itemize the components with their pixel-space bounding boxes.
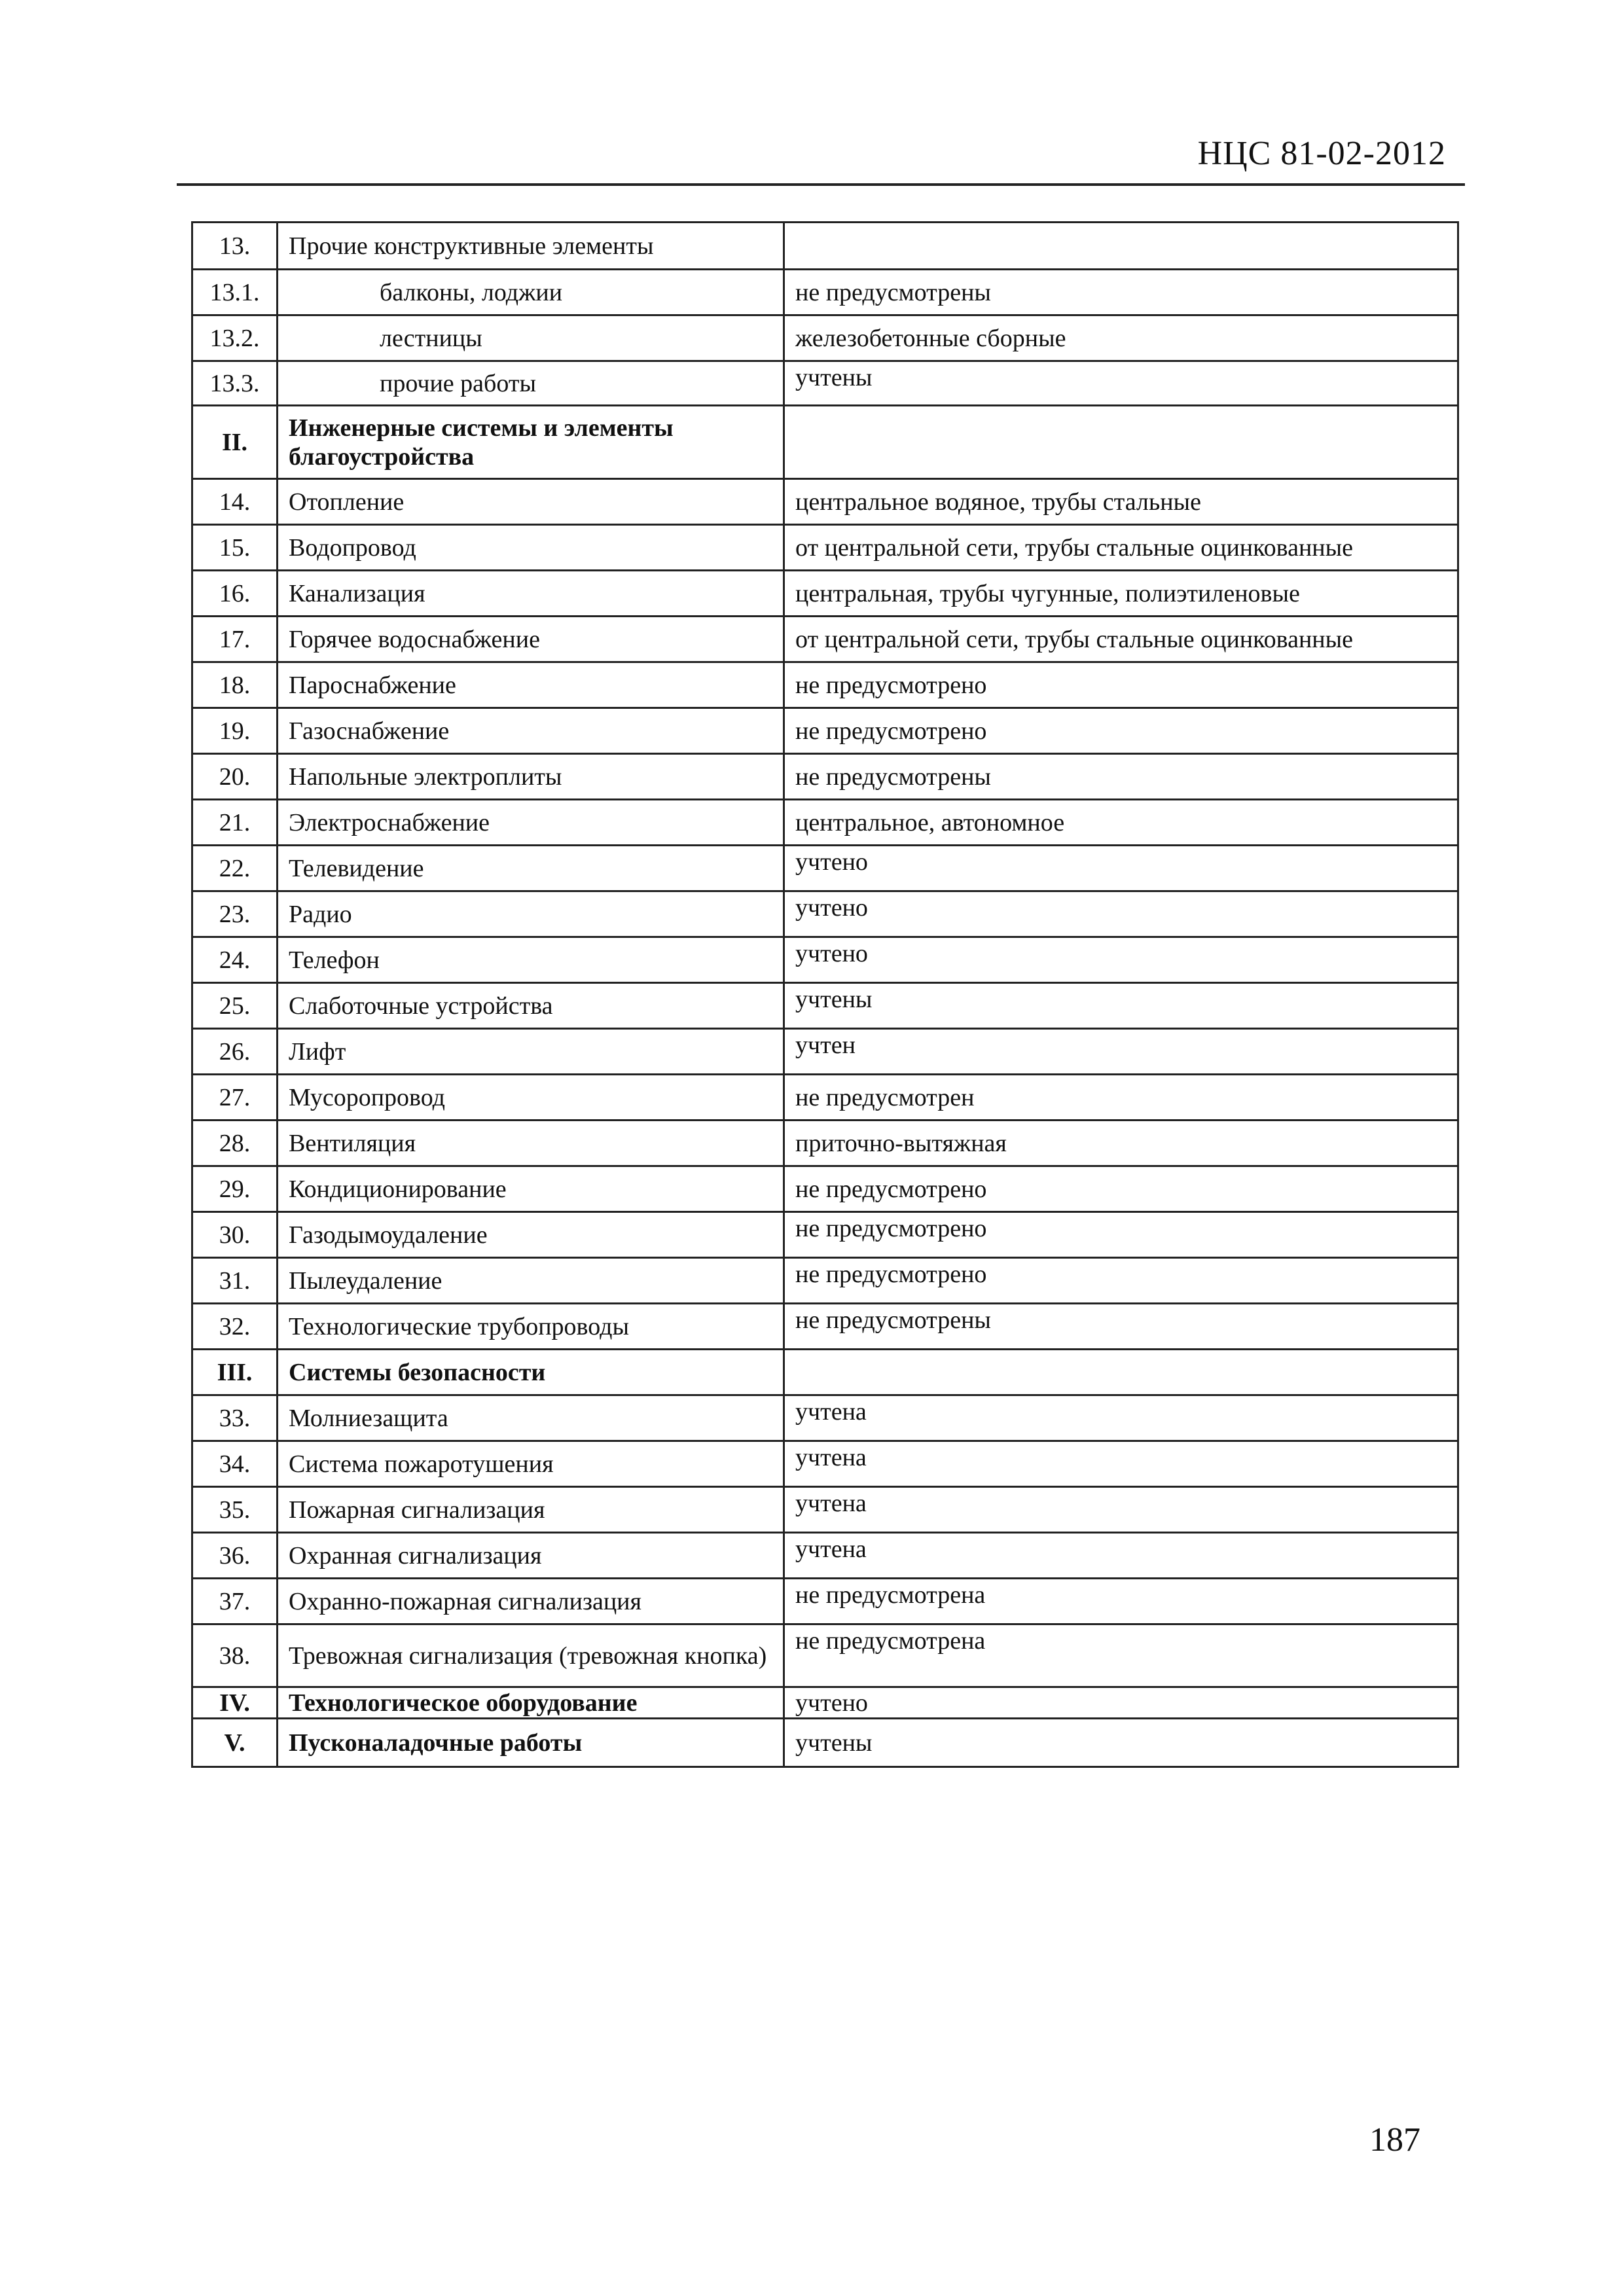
row-number: 32. xyxy=(192,1304,278,1350)
row-name: Газодымоудаление xyxy=(278,1212,784,1258)
document-code-header: НЦС 81-02-2012 xyxy=(1197,135,1446,172)
row-number: 37. xyxy=(192,1579,278,1624)
table-row xyxy=(192,846,1458,891)
table-row xyxy=(192,891,1458,937)
row-number: 16. xyxy=(192,571,278,617)
row-number: 13.2. xyxy=(192,315,278,361)
table-row xyxy=(192,525,1458,571)
row-number: IV. xyxy=(192,1687,278,1719)
table-row xyxy=(192,617,1458,662)
table-row xyxy=(192,223,1458,270)
table-row xyxy=(192,708,1458,754)
table-row xyxy=(192,1579,1458,1624)
row-value: учтен xyxy=(784,1029,1458,1075)
table-row xyxy=(192,315,1458,361)
row-value: не предусмотрена xyxy=(784,1624,1458,1687)
row-value: не предусмотрено xyxy=(784,1166,1458,1212)
section-row xyxy=(192,406,1458,479)
row-number: V. xyxy=(192,1719,278,1767)
row-name: Тревожная сигнализация (тревожная кнопка) xyxy=(278,1624,784,1687)
section-row xyxy=(192,1719,1458,1767)
row-number: 24. xyxy=(192,937,278,983)
table-row xyxy=(192,800,1458,846)
row-name: Напольные электроплиты xyxy=(278,754,784,800)
table-row xyxy=(192,937,1458,983)
row-number: 13. xyxy=(192,223,278,270)
row-number: 22. xyxy=(192,846,278,891)
row-name: Кондиционирование xyxy=(278,1166,784,1212)
row-name: Пароснабжение xyxy=(278,662,784,708)
row-number: 19. xyxy=(192,708,278,754)
table-row xyxy=(192,1487,1458,1533)
row-number: 38. xyxy=(192,1624,278,1687)
row-value: приточно-вытяжная xyxy=(784,1121,1458,1166)
row-value: не предусмотрены xyxy=(784,754,1458,800)
row-number: 33. xyxy=(192,1395,278,1441)
row-name: Прочие конструктивные элементы xyxy=(278,223,784,270)
row-number: 25. xyxy=(192,983,278,1029)
row-value: не предусмотрено xyxy=(784,1212,1458,1258)
row-value: не предусмотрена xyxy=(784,1579,1458,1624)
row-name: Пожарная сигнализация xyxy=(278,1487,784,1533)
row-number: 36. xyxy=(192,1533,278,1579)
row-value: железобетонные сборные xyxy=(784,315,1458,361)
table-row xyxy=(192,1075,1458,1121)
row-number: 35. xyxy=(192,1487,278,1533)
row-name: Слаботочные устройства xyxy=(278,983,784,1029)
table-row xyxy=(192,1166,1458,1212)
row-value: центральное, автономное xyxy=(784,800,1458,846)
row-name: Пусконаладочные работы xyxy=(278,1719,784,1767)
row-value: учтено xyxy=(784,846,1458,891)
table-row xyxy=(192,479,1458,525)
row-value: не предусмотрено xyxy=(784,708,1458,754)
row-value xyxy=(784,406,1458,479)
row-number: 31. xyxy=(192,1258,278,1304)
row-number: 21. xyxy=(192,800,278,846)
row-name: прочие работы xyxy=(278,361,784,406)
row-name: Молниезащита xyxy=(278,1395,784,1441)
table-row xyxy=(192,1121,1458,1166)
row-name: Охранно-пожарная сигнализация xyxy=(278,1579,784,1624)
row-name: Технологические трубопроводы xyxy=(278,1304,784,1350)
row-name: Электроснабжение xyxy=(278,800,784,846)
table-row xyxy=(192,361,1458,406)
row-value: не предусмотрены xyxy=(784,1304,1458,1350)
row-number: 14. xyxy=(192,479,278,525)
row-number: III. xyxy=(192,1350,278,1395)
row-name: Лифт xyxy=(278,1029,784,1075)
row-value xyxy=(784,223,1458,270)
section-row xyxy=(192,1687,1458,1719)
header-rule xyxy=(177,183,1465,186)
row-value: не предусмотрен xyxy=(784,1075,1458,1121)
specification-table xyxy=(191,221,1459,1768)
row-number: 13.1. xyxy=(192,270,278,315)
row-name: лестницы xyxy=(278,315,784,361)
row-number: 29. xyxy=(192,1166,278,1212)
row-number: 23. xyxy=(192,891,278,937)
table-row xyxy=(192,270,1458,315)
row-name: Горячее водоснабжение xyxy=(278,617,784,662)
row-value: от центральной сети, трубы стальные оцинкованные xyxy=(784,617,1458,662)
row-name: Отопление xyxy=(278,479,784,525)
row-number: 20. xyxy=(192,754,278,800)
row-value: учтена xyxy=(784,1395,1458,1441)
row-name: Мусоропровод xyxy=(278,1075,784,1121)
row-name: Системы безопасности xyxy=(278,1350,784,1395)
row-name: Пылеудаление xyxy=(278,1258,784,1304)
row-name: Система пожаротушения xyxy=(278,1441,784,1487)
row-name: Телевидение xyxy=(278,846,784,891)
table-row xyxy=(192,1441,1458,1487)
row-value: центральная, трубы чугунные, полиэтиленовые xyxy=(784,571,1458,617)
table-row xyxy=(192,1212,1458,1258)
row-name: Водопровод xyxy=(278,525,784,571)
table-row xyxy=(192,1029,1458,1075)
row-number: 34. xyxy=(192,1441,278,1487)
row-value: учтена xyxy=(784,1487,1458,1533)
table-row xyxy=(192,1395,1458,1441)
row-name: Технологическое оборудование xyxy=(278,1687,784,1719)
table-row xyxy=(192,662,1458,708)
row-number: II. xyxy=(192,406,278,479)
row-number: 26. xyxy=(192,1029,278,1075)
row-name: Вентиляция xyxy=(278,1121,784,1166)
row-number: 27. xyxy=(192,1075,278,1121)
row-value: не предусмотрены xyxy=(784,270,1458,315)
row-name: Телефон xyxy=(278,937,784,983)
row-name: Инженерные системы и элементы благоустройства xyxy=(278,406,784,479)
row-number: 13.3. xyxy=(192,361,278,406)
row-name: Канализация xyxy=(278,571,784,617)
row-name: балконы, лоджии xyxy=(278,270,784,315)
row-value: учтено xyxy=(784,1687,1458,1719)
table-row xyxy=(192,983,1458,1029)
row-value: учтены xyxy=(784,1719,1458,1767)
row-value xyxy=(784,1350,1458,1395)
row-name: Газоснабжение xyxy=(278,708,784,754)
row-value: не предусмотрено xyxy=(784,662,1458,708)
page-number: 187 xyxy=(1369,2121,1420,2159)
table-row xyxy=(192,1624,1458,1687)
table-row xyxy=(192,1258,1458,1304)
row-name: Радио xyxy=(278,891,784,937)
row-value: учтено xyxy=(784,937,1458,983)
table-row xyxy=(192,754,1458,800)
row-value: учтена xyxy=(784,1441,1458,1487)
row-name: Охранная сигнализация xyxy=(278,1533,784,1579)
table-body xyxy=(192,223,1458,1767)
row-number: 28. xyxy=(192,1121,278,1166)
row-number: 15. xyxy=(192,525,278,571)
row-value: учтена xyxy=(784,1533,1458,1579)
row-number: 18. xyxy=(192,662,278,708)
row-number: 30. xyxy=(192,1212,278,1258)
row-value: центральное водяное, трубы стальные xyxy=(784,479,1458,525)
table-row xyxy=(192,571,1458,617)
row-value: учтены xyxy=(784,983,1458,1029)
row-value: учтены xyxy=(784,361,1458,406)
table-row xyxy=(192,1304,1458,1350)
row-value: не предусмотрено xyxy=(784,1258,1458,1304)
section-row xyxy=(192,1350,1458,1395)
row-value: учтено xyxy=(784,891,1458,937)
row-value: от центральной сети, трубы стальные оцинкованные xyxy=(784,525,1458,571)
row-number: 17. xyxy=(192,617,278,662)
table-row xyxy=(192,1533,1458,1579)
